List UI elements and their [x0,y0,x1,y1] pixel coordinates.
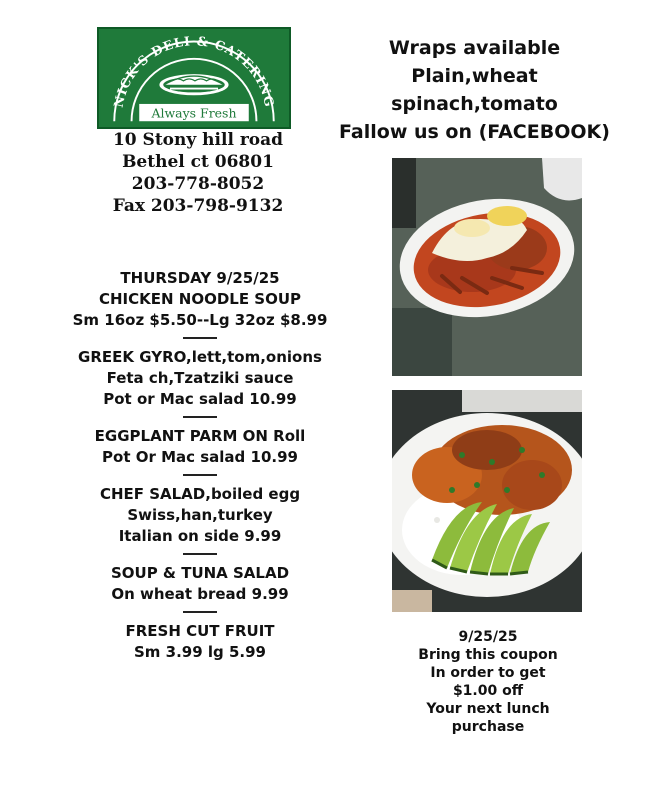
logo-tagline: Always Fresh [151,105,237,121]
wraps-line: spinach,tomato [391,93,558,115]
daily-menu [50,268,350,667]
divider [183,553,217,555]
menu-item-soup-tuna [50,563,350,605]
coupon-discount: $1.00 off [452,683,524,699]
street-address: 10 Stony hill road [112,130,284,150]
menu-line: SOUP & TUNA SALAD [110,564,290,582]
phone-number: 203-778-8052 [131,174,265,194]
facebook-line: Fallow us on (FACEBOOK) [339,121,610,143]
menu-line: Swiss,han,turkey [127,506,273,524]
menu-item-soup [50,289,350,331]
wraps-block [312,34,637,146]
menu-line: GREEK GYRO,lett,tom,onions [78,348,322,366]
coupon-block [388,628,588,736]
menu-line: FRESH CUT FRUIT [125,622,275,640]
divider [183,474,217,476]
coupon-line: purchase [451,719,525,735]
deli-logo [97,27,291,129]
menu-line: Sm 16oz $5.50--Lg 32oz $8.99 [72,311,328,329]
chicken-avocado-image [392,390,582,612]
logo-name: NICK'S DELI & CATERING [110,33,278,109]
menu-line: Italian on side 9.99 [118,527,282,545]
logo-graphic [99,29,289,127]
menu-item-gyro [50,347,350,410]
coupon-line: Your next lunch [426,701,550,717]
fax-number: Fax 203-798-9132 [112,196,284,216]
menu-line: On wheat bread 9.99 [111,585,289,603]
wraps-line: Wraps available [388,37,561,59]
divider [183,337,217,339]
wraps-line: Plain,wheat [411,65,538,87]
menu-item-chef-salad [50,484,350,547]
menu-line: Feta ch,Tzatziki sauce [106,369,294,387]
coupon-date: 9/25/25 [458,629,518,645]
sandwich-icon [159,74,228,95]
menu-line: Sm 3.99 lg 5.99 [134,643,266,661]
food-photo-chicken-avocado [392,390,582,612]
menu-item-eggplant [50,426,350,468]
menu-line: Pot or Mac salad 10.99 [103,390,297,408]
coupon-line: In order to get [430,665,546,681]
menu-line: EGGPLANT PARM ON Roll [94,427,306,445]
coupon-line: Bring this coupon [418,647,558,663]
menu-line: CHEF SALAD,boiled egg [99,485,301,503]
menu-line: CHICKEN NOODLE SOUP [98,290,302,308]
divider [183,416,217,418]
menu-item-fruit [50,621,350,663]
address-block [92,129,304,217]
menu-date: THURSDAY 9/25/25 [120,269,280,287]
egg-dish-image [392,158,582,376]
menu-line: Pot Or Mac salad 10.99 [102,448,298,466]
food-photo-egg-dish [392,158,582,376]
divider [183,611,217,613]
city-address: Bethel ct 06801 [122,152,274,172]
